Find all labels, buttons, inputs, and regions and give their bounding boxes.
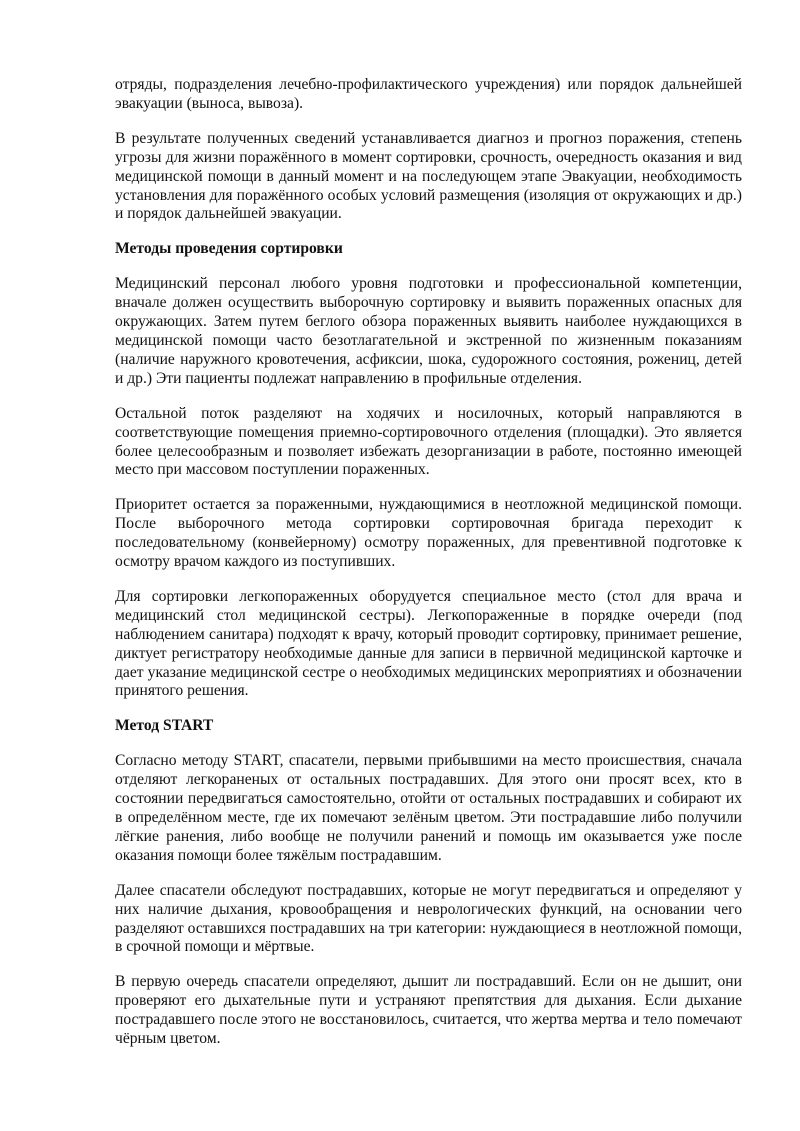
paragraph: Остальной поток разделяют на ходячих и носилочных, который направляются в соответствующие помещения приемно-сортировочного отделения (площадки). Это является более целесообразным и позволяет избежать дезорганизации в работе, постоянно имеющей место при массовом поступлении пораженных. (115, 404, 742, 479)
section-heading: Методы проведения сортировки (115, 240, 343, 258)
paragraph: В результате полученных сведений устанавливается диагноз и прогноз поражения, степень угрозы для жизни поражённого в момент сортировки, срочность, очередность оказания и вид медицинской помощи в данный момент и на последующем этапе Эвакуации, необходимость установления для поражённого особых условий размещения (изоляция от окружающих и др.) и порядок дальнейшей эвакуации. (115, 129, 742, 223)
paragraph: Далее спасатели обследуют пострадавших, которые не могут передвигаться и определяют у них наличие дыхания, кровообращения и неврологических функций, на основании чего разделяют оставшихся пострадавших на три категории: нуждающиеся в неотложной помощи, в срочной помощи и мёртвые. (115, 881, 742, 956)
paragraph: Для сортировки легкопораженных оборудуется специальное место (стол для врача и медицинский стол медицинской сестры). Легкопораженные в порядке очереди (под наблюдением санитара) подходят к врачу, который проводит сортировку, принимает решение, диктует регистратору необходимые данные для записи в первичной медицинской карточке и дает указание медицинской сестре о необходимых медицинских мероприятиях и обозначении принятого решения. (115, 587, 742, 700)
paragraph: Медицинский персонал любого уровня подготовки и профессиональной компетенции, вначале должен осуществить выборочную сортировку и выявить пораженных опасных для окружающих. Затем путем беглого обзора пораженных выявить наиболее нуждающихся в медицинской помощи часто безотлагательной и экстренной по жизненным показаниям (наличие наружного кровотечения, асфиксии, шока, судорожного состояния, рожениц, детей и др.) Эти пациенты подлежат направлению в профильные отделения. (115, 275, 742, 387)
paragraph: В первую очередь спасатели определяют, дышит ли пострадавший. Если он не дышит, они проверяют его дыхательные пути и устраняют препятствия для дыхания. Если дыхание пострадавшего после этого не восстановилось, считается, что жертва мертва и тело помечают чёрным цветом. (115, 973, 742, 1048)
section-heading: Метод START (115, 717, 214, 735)
paragraph: Приоритет остается за пораженными, нуждающимися в неотложной медицинской помощи. После выборочного метода сортировки сортировочная бригада переходит к последовательному (конвейерному) осмотру пораженных, для превентивной подготовке к осмотру врачом каждого из поступивших. (115, 496, 742, 571)
document-body (115, 76, 742, 1065)
paragraph: отряды, подразделения лечебно-профилактического учреждения) или порядок дальнейшей эвакуации (выноса, вывоза). (115, 76, 742, 112)
paragraph: Согласно методу START, спасатели, первыми прибывшими на место происшествия, сначала отделяют легкораненых от остальных пострадавших. Для этого они просят всех, кто в состоянии передвигаться самостоятельно, отойти от остальных пострадавших и собирают их в определённом месте, где их помечают зелёным цветом. Эти пострадавшие либо получили лёгкие ранения, либо вообще не получили ранений и помощь им оказывается уже после оказания помощи более тяжёлым пострадавшим. (115, 752, 742, 864)
